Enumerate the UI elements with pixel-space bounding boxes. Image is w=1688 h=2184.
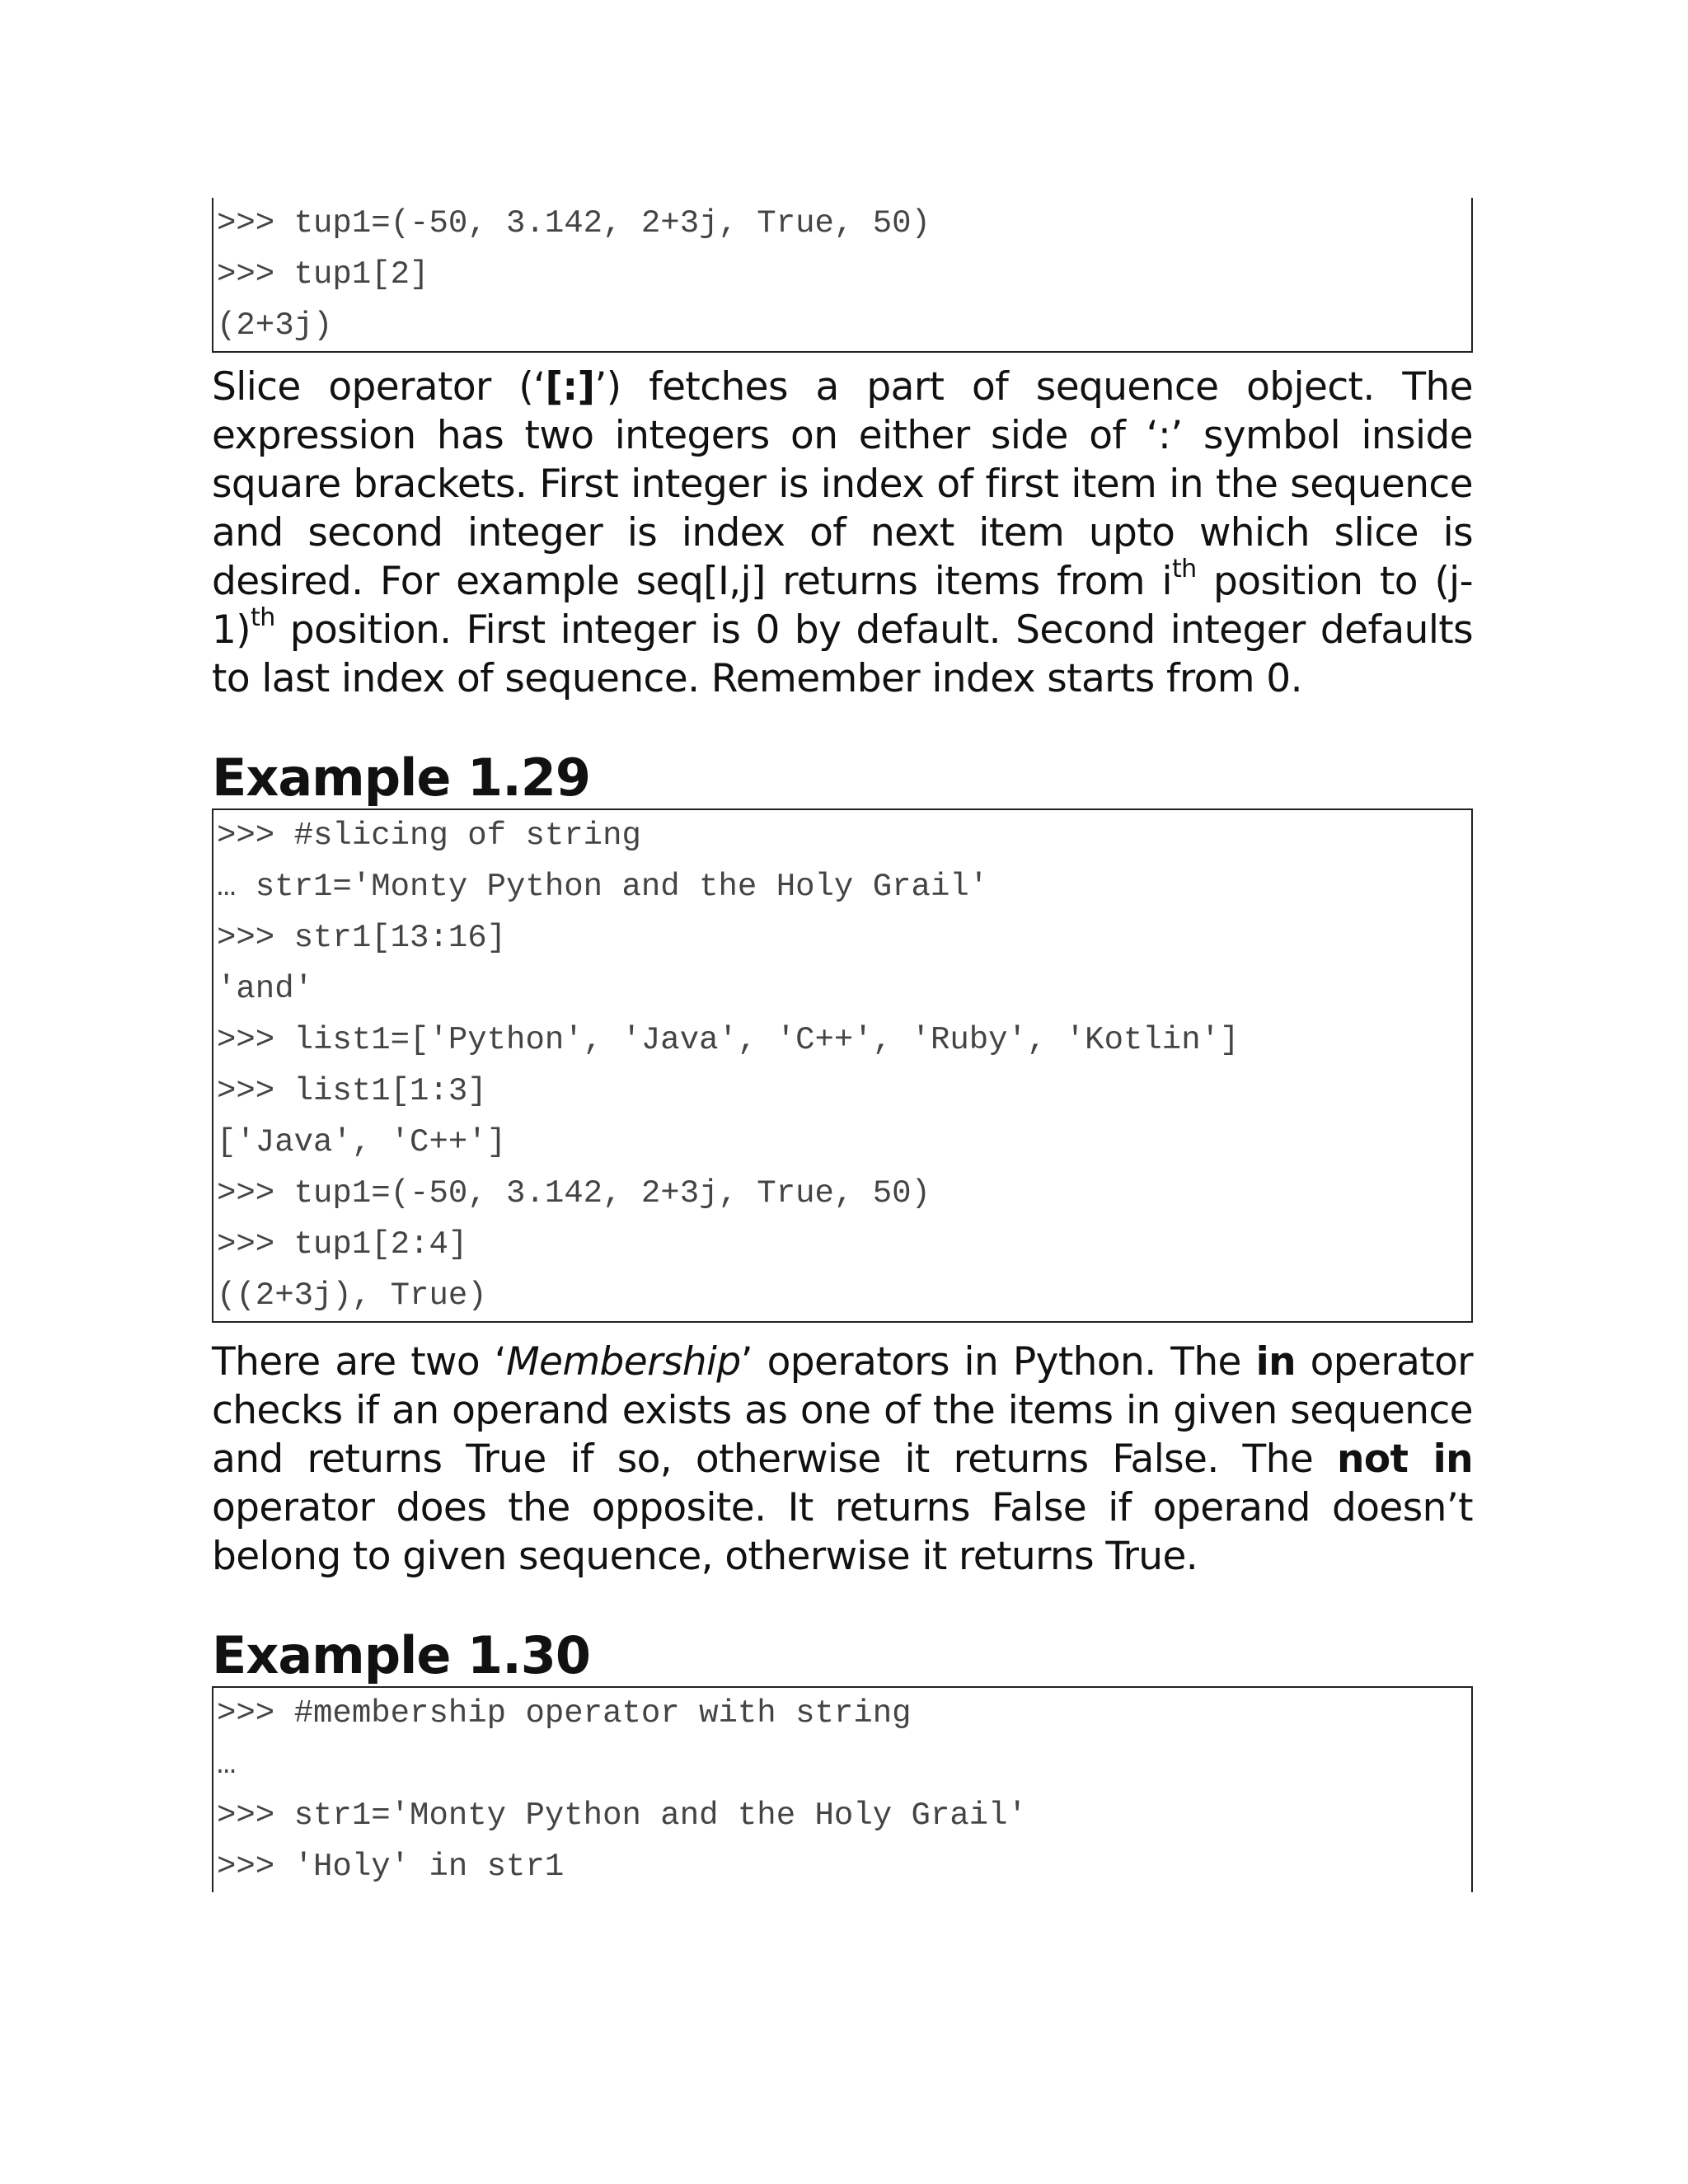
slice-symbol: [:] xyxy=(545,364,595,410)
code-line: 'and' xyxy=(217,971,314,1007)
slice-operator-paragraph xyxy=(212,363,1473,703)
para-text: There are two ‘ xyxy=(212,1339,507,1385)
page-content xyxy=(212,198,1473,1892)
code-line: >>> tup1=(-50, 3.142, 2+3j, True, 50) xyxy=(217,1175,931,1212)
code-line: >>> tup1[2:4] xyxy=(217,1226,468,1263)
code-line: (2+3j) xyxy=(217,307,333,344)
para-text: ’ operators in Python. The xyxy=(740,1339,1256,1385)
code-block-slicing xyxy=(212,808,1473,1323)
membership-paragraph xyxy=(212,1338,1473,1581)
code-line: >>> 'Holy' in str1 xyxy=(217,1849,565,1885)
in-keyword: in xyxy=(1255,1339,1296,1385)
code-line: >>> #slicing of string xyxy=(217,818,641,854)
code-line: >>> list1=['Python', 'Java', 'C++', 'Ruby', 'Kotlin'] xyxy=(217,1022,1240,1058)
code-line: ['Java', 'C++'] xyxy=(217,1124,507,1160)
code-line: >>> #membership operator with string xyxy=(217,1695,912,1732)
membership-term: Membership xyxy=(506,1339,741,1385)
para-text: operator checks if an operand exists as one of the items in given sequence and returns True if so, otherwise it returns False. The xyxy=(212,1339,1473,1482)
code-line: >>> list1[1:3] xyxy=(217,1073,487,1109)
code-line: ((2+3j), True) xyxy=(217,1277,487,1314)
code-line: >>> tup1[2] xyxy=(217,256,429,293)
superscript: th xyxy=(1171,555,1197,584)
para-text: position. First integer is 0 by default. Second integer defaults to last index of sequence. Remember index starts from 0. xyxy=(212,607,1473,701)
code-line: >>> str1='Monty Python and the Holy Grail' xyxy=(217,1797,1027,1834)
code-line: … str1='Monty Python and the Holy Grail' xyxy=(217,869,989,905)
para-text: operator does the opposite. It returns False if operand doesn’t belong to given sequence, otherwise it returns True. xyxy=(212,1485,1473,1579)
para-text: position to (j-1) xyxy=(212,559,1474,653)
code-block-membership xyxy=(212,1686,1473,1892)
example-heading-1-30: Example 1.30 xyxy=(212,1625,591,1685)
code-line: >>> str1[13:16] xyxy=(217,920,507,956)
para-text: Slice operator (‘ xyxy=(212,364,546,410)
code-line: … xyxy=(217,1746,237,1783)
example-heading-1-29: Example 1.29 xyxy=(212,748,591,808)
code-line: >>> tup1=(-50, 3.142, 2+3j, True, 50) xyxy=(217,205,931,241)
code-block-tuple-index xyxy=(212,198,1473,353)
para-text: ’) fetches a part of sequence object. The expression has two integers on either side of ‘:’ symbol inside square brackets. First integer is index of first item in the sequence and second integer is index of next item upto which slice is desired. For example seq[I,j] returns items from i xyxy=(212,364,1473,604)
superscript: th xyxy=(251,603,275,633)
not-in-keyword: not in xyxy=(1336,1436,1473,1482)
